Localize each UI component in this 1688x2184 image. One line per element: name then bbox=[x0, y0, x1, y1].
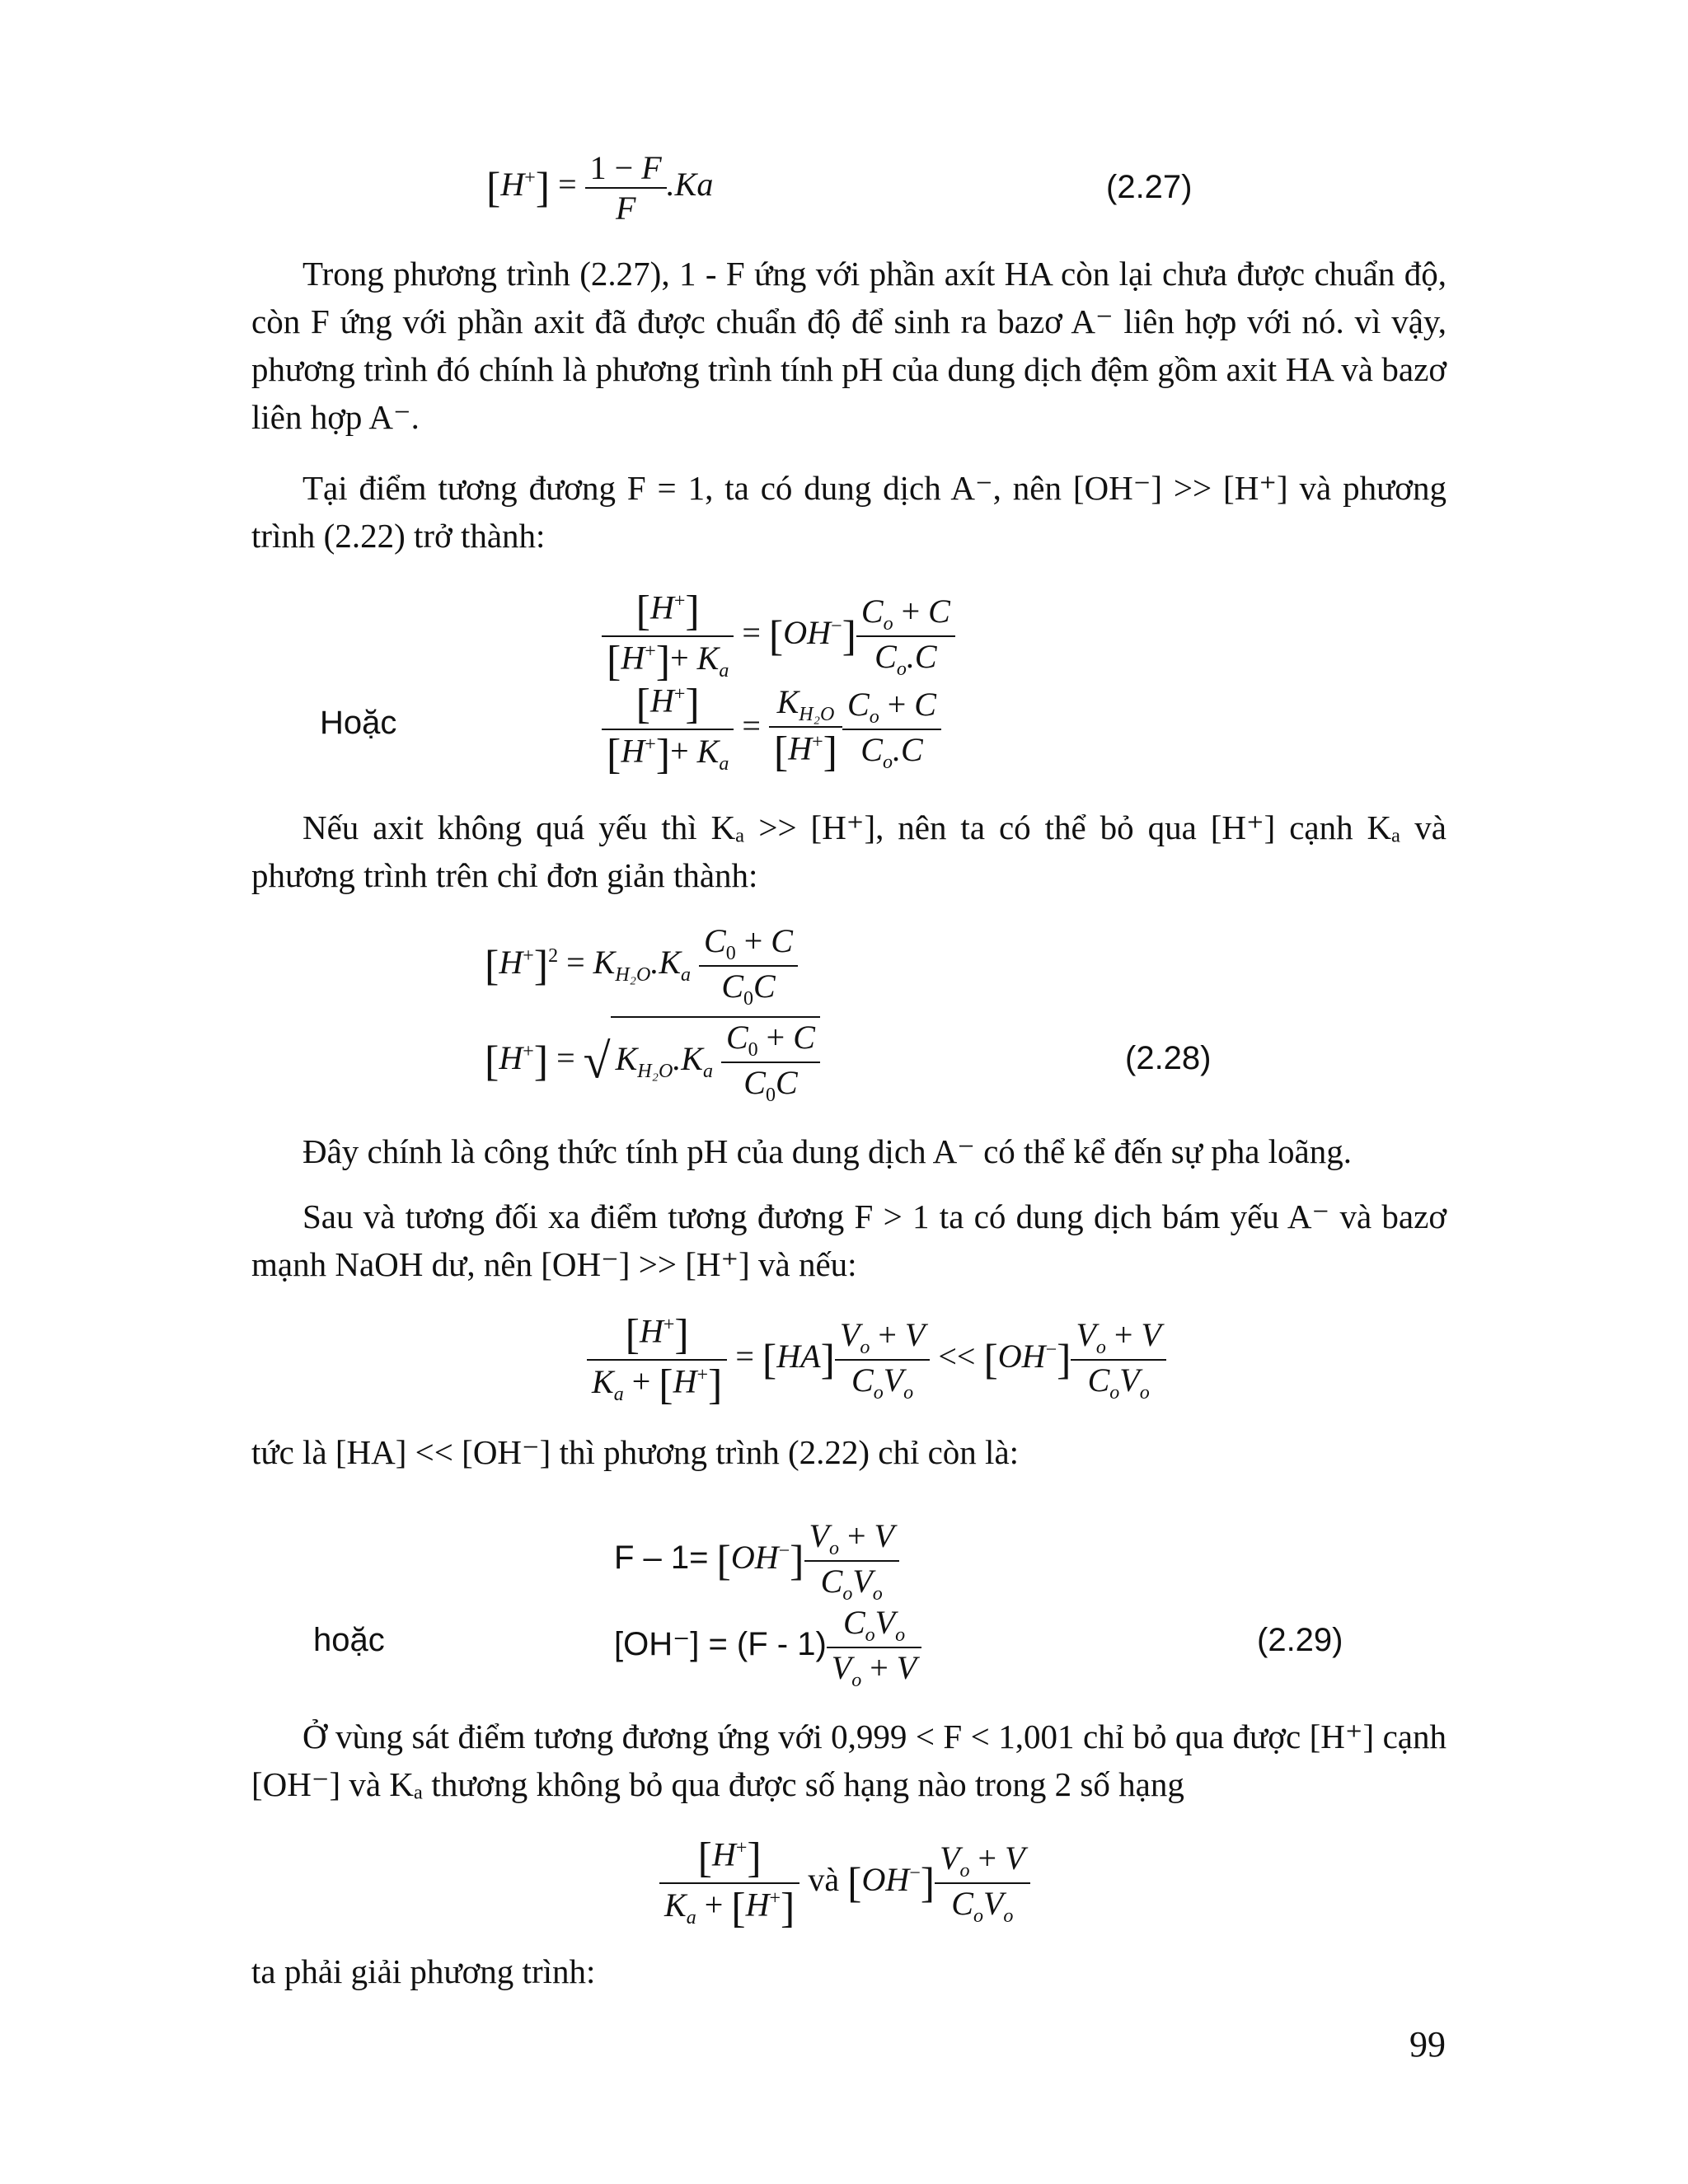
paragraph-7: Ở vùng sát điểm tương đương ứng với 0,999 < F < 1,001 chỉ bỏ qua được [H⁺] cạnh [OH⁻] và Kₐ thương không bỏ qua được số hạng nào trong 2 số hạng bbox=[251, 1718, 1447, 1803]
equation-2-29: [OH⁻] = (F - 1) $\frac{C_oV_o}{V_o + V}$ bbox=[614, 1603, 921, 1692]
equation-f-minus-1: F – 1= [OH−] $\frac{V_o + V}{C_oV_o}$ bbox=[614, 1516, 899, 1605]
paragraph-3: Nếu axit không quá yếu thì Kₐ >> [H⁺], nên ta có thể bỏ qua [H⁺] cạnh Kₐ và phương trình trên chỉ đơn giản thành: bbox=[251, 808, 1447, 894]
paragraph-1: Trong phương trình (2.27), 1 - F ứng với phần axít HA còn lại chưa được chuẩn độ, còn F ứng với phần axit đã được chuẩn độ để sinh ra bazơ A⁻ liên hợp với nó. vì vậy, phương trình đó chính là phương trình tính pH của dung dịch đệm gồm axit HA và bazơ liên hợp A⁻. bbox=[251, 255, 1447, 436]
label-hoac-2: hoặc bbox=[313, 1622, 385, 1658]
equation-two-terms: $\frac{[H^+]}{K_a + [H^+]}$ và [OH−] $\frac{V_o + V}{C_oV_o}$ bbox=[659, 1834, 1030, 1933]
equation-2-27: [H+] = $\frac{1 - F}{F}$ .Ka bbox=[486, 149, 714, 227]
label-f-minus-1: F – 1= bbox=[614, 1540, 709, 1577]
label-va: và bbox=[808, 1861, 840, 1899]
equation-after-equivalence: $\frac{[H^+]}{K_a + [H^+]}$ = [HA] $\frac{V_o + V}{C_oV_o}$ << [OH−] $\frac{V_o + V}{C_oV_o}$ bbox=[587, 1310, 1166, 1409]
equation-number-2-27: (2.27) bbox=[1106, 169, 1193, 205]
paragraph-4: Đây chính là công thức tính pH của dung dịch A⁻ có thể kể đến sự pha loãng. bbox=[302, 1132, 1353, 1170]
paragraph-6: tức là [HA] << [OH⁻] thì phương trình (2.22) chỉ còn là: bbox=[251, 1433, 1020, 1471]
equation-number-2-29: (2.29) bbox=[1257, 1622, 1343, 1658]
paragraph-5: Sau và tương đối xa điểm tương đương F > 1 ta có dung dịch bám yếu A⁻ và bazơ mạnh NaOH dư, nên [OH⁻] >> [H⁺] và nếu: bbox=[251, 1197, 1447, 1283]
page-number: 99 bbox=[1409, 2024, 1446, 2064]
label-hoac-1: Hoặc bbox=[320, 705, 397, 741]
equation-number-2-28: (2.28) bbox=[1125, 1040, 1212, 1076]
equation-equivalence-1: $\frac{[H^+]}{[H^+]+ K_a}$ = [OH−] $\frac{C_o + C}{C_o.C}$ bbox=[602, 587, 955, 686]
equation-h-squared: $[H^+]^2 = K_{H_2O}.K_a$ $\frac{C_0 + C}{C_0C}$ bbox=[485, 921, 798, 1010]
equation-equivalence-2: $\frac{[H^+]}{[H^+]+ K_a}$ = $\frac{K_{H_2O}}{[H^+]}$ $\frac{C_o + C}{C_o.C}$ bbox=[602, 680, 941, 779]
paragraph-8: ta phải giải phương trình: bbox=[251, 1952, 596, 1990]
paragraph-2: Tại điểm tương đương F = 1, ta có dung dịch A⁻, nên [OH⁻] >> [H⁺] và phương trình (2.22) trở thành: bbox=[251, 469, 1447, 555]
label-oh-eq: [OH⁻] = (F - 1) bbox=[614, 1626, 827, 1663]
equation-2-28: [H+] = √ $K_{H_2O}.K_a$ $\frac{C_0 + C}{C_0C}$ bbox=[485, 1016, 820, 1107]
